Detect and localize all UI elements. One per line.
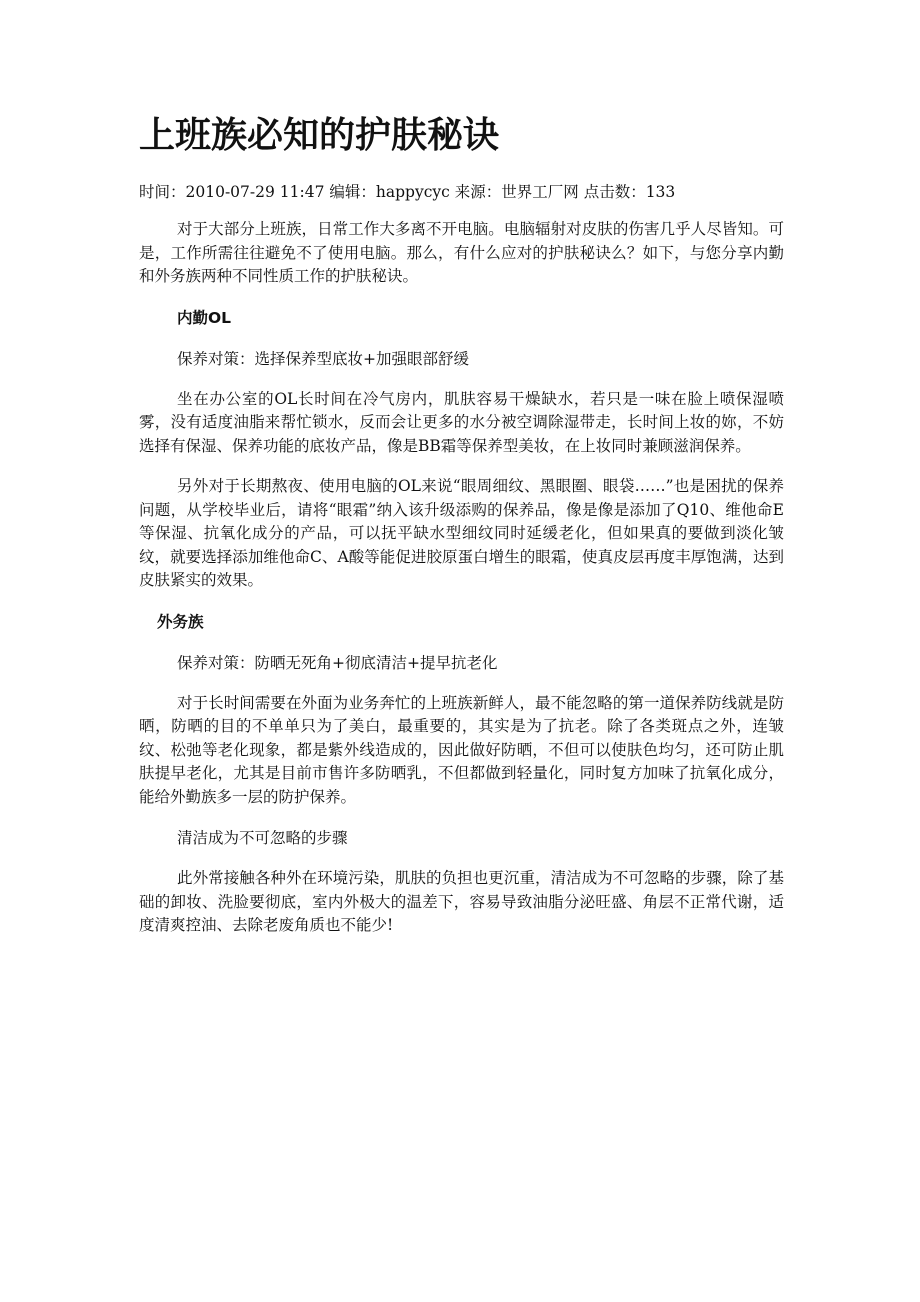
article-meta: 时间：2010-07-29 11:47 编辑：happycyc 来源：世界工厂网 点击数：133 [139, 183, 676, 201]
field-subheading-cleansing: 清洁成为不可忽略的步骤 [177, 829, 348, 847]
intro-paragraph: 对于大部分上班族，日常工作大多离不开电脑。电脑辐射对皮肤的伤害几乎人尽皆知。可是，工作所需往往避免不了使用电脑。那么，有什么应对的护肤秘诀么？如下，与您分享内勤和外务族两种不同性质工作的护肤秘诀。 [139, 220, 784, 285]
section-heading-field: 外务族 [157, 612, 204, 631]
article-title: 上班族必知的护肤秘诀 [139, 115, 500, 156]
field-paragraph-1: 对于长时间需要在外面为业务奔忙的上班族新鲜人，最不能忽略的第一道保养防线就是防晒，防晒的目的不单单只为了美白，最重要的，其实是为了抗老。除了各类斑点之外，连皱纹、松弛等老化现象，都是紫外线造成的，因此做好防晒，不但可以使肤色均匀，还可防止肌肤提早老化，尤其是目前市售许多防晒乳，不但都做到轻量化，同时复方加味了抗氧化成分，能给外勤族多一层的防护保养。 [139, 693, 784, 806]
section-strategy-field: 保养对策：防晒无死角+彻底清洁+提早抗老化 [177, 653, 498, 672]
field-paragraph-2: 此外常接触各种外在环境污染，肌肤的负担也更沉重，清洁成为不可忽略的步骤，除了基础的卸妆、洗脸要彻底，室内外极大的温差下，容易导致油脂分泌旺盛、角层不正常代谢，适度清爽控油、去除老废角质也不能少! [139, 869, 784, 934]
document-page [139, 108, 784, 955]
section-heading-office: 内勤OL [177, 308, 232, 327]
section-strategy-office: 保养对策：选择保养型底妆+加强眼部舒缓 [177, 349, 469, 368]
office-paragraph-1: 坐在办公室的OL长时间在冷气房内，肌肤容易干燥缺水，若只是一味在脸上喷保湿喷雾，没有适度油脂来帮忙锁水，反而会让更多的水分被空调除湿带走，长时间上妆的妳，不妨选择有保湿、保养功能的底妆产品，像是BB霜等保养型美妆，在上妆同时兼顾滋润保养。 [139, 389, 784, 455]
office-paragraph-2: 另外对于长期熬夜、使用电脑的OL来说“眼周细纹、黑眼圈、眼袋……”也是困扰的保养问题，从学校毕业后，请将“眼霜”纳入该升级添购的保养品，像是像是添加了Q10、维他命E等保湿、抗氧化成分的产品，可以抚平缺水型细纹同时延缓老化，但如果真的要做到淡化皱纹，就要选择添加维他命C、A酸等能促进胶原蛋白增生的眼霜，使真皮层再度丰厚饱满，达到皮肤紧实的效果。 [139, 477, 784, 589]
